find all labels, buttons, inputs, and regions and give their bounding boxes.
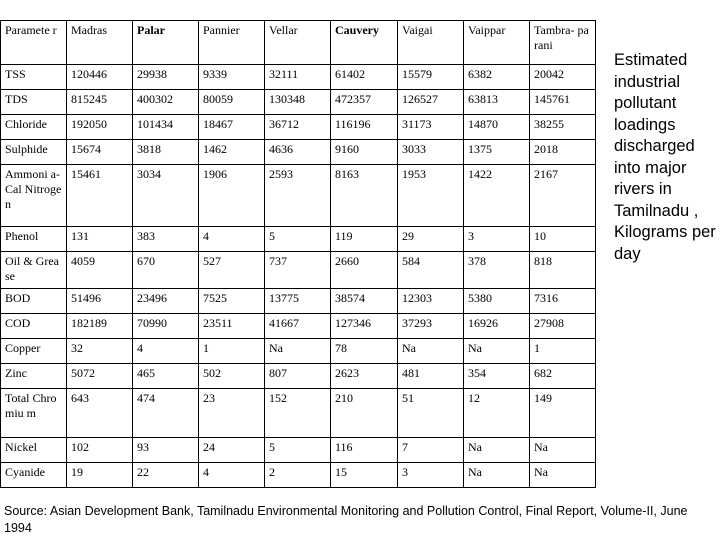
value-cell: 472357 [331, 90, 398, 115]
source-note: Source: Asian Development Bank, Tamilnadu Environmental Monitoring and Pollution Control, Final Report, Volume-II, June 1994 [4, 504, 688, 535]
value-cell: 527 [199, 252, 265, 289]
value-cell: 818 [530, 252, 596, 289]
table-row [1, 314, 596, 339]
value-cell: 2593 [265, 165, 331, 227]
side-caption: Estimated industrial pollutant loadings discharged into major rivers in Tamilnadu , Kilograms per day [614, 51, 716, 263]
value-cell: 2018 [530, 140, 596, 165]
value-cell: 38574 [331, 289, 398, 314]
value-cell: 815245 [67, 90, 133, 115]
parameter-cell: Zinc [1, 364, 67, 389]
value-cell: 4 [199, 227, 265, 252]
value-cell: Na [530, 438, 596, 463]
table-row [1, 115, 596, 140]
value-cell: 131 [67, 227, 133, 252]
value-cell: 1462 [199, 140, 265, 165]
value-cell: 51 [398, 389, 464, 438]
value-cell: 9339 [199, 65, 265, 90]
column-header: Palar [133, 21, 199, 65]
value-cell: 1 [199, 339, 265, 364]
value-cell: 192050 [67, 115, 133, 140]
value-cell: 10 [530, 227, 596, 252]
value-cell: 126527 [398, 90, 464, 115]
value-cell: Na [398, 339, 464, 364]
value-cell: 7525 [199, 289, 265, 314]
value-cell: 15579 [398, 65, 464, 90]
value-cell: 19 [67, 463, 133, 488]
value-cell: 643 [67, 389, 133, 438]
parameter-cell: TSS [1, 65, 67, 90]
table-row [1, 364, 596, 389]
value-cell: 130348 [265, 90, 331, 115]
value-cell: 378 [464, 252, 530, 289]
parameter-cell: Total Chromiu m [1, 389, 67, 438]
table-row [1, 65, 596, 90]
table-row [1, 339, 596, 364]
value-cell: 13775 [265, 289, 331, 314]
value-cell: 15 [331, 463, 398, 488]
parameter-cell: Nickel [1, 438, 67, 463]
value-cell: 149 [530, 389, 596, 438]
value-cell: 101434 [133, 115, 199, 140]
value-cell: 93 [133, 438, 199, 463]
value-cell: 16926 [464, 314, 530, 339]
value-cell: 1953 [398, 165, 464, 227]
value-cell: 15674 [67, 140, 133, 165]
value-cell: 474 [133, 389, 199, 438]
value-cell: 182189 [67, 314, 133, 339]
value-cell: 70990 [133, 314, 199, 339]
value-cell: 9160 [331, 140, 398, 165]
value-cell: 37293 [398, 314, 464, 339]
value-cell: 12303 [398, 289, 464, 314]
value-cell: 78 [331, 339, 398, 364]
parameter-cell: TDS [1, 90, 67, 115]
value-cell: 3034 [133, 165, 199, 227]
parameter-cell: Sulphide [1, 140, 67, 165]
column-header: Cauvery [331, 21, 398, 65]
value-cell: 15461 [67, 165, 133, 227]
value-cell: 23 [199, 389, 265, 438]
value-cell: 63813 [464, 90, 530, 115]
value-cell: 145761 [530, 90, 596, 115]
column-header: Tambra- parani [530, 21, 596, 65]
column-header: Vellar [265, 21, 331, 65]
value-cell: 4636 [265, 140, 331, 165]
value-cell: 5380 [464, 289, 530, 314]
table-row [1, 90, 596, 115]
value-cell: Na [464, 438, 530, 463]
value-cell: 24 [199, 438, 265, 463]
value-cell: 737 [265, 252, 331, 289]
value-cell: 8163 [331, 165, 398, 227]
parameter-cell: Ammoni a- Cal Nitrogen [1, 165, 67, 227]
value-cell: 29938 [133, 65, 199, 90]
value-cell: 20042 [530, 65, 596, 90]
value-cell: 383 [133, 227, 199, 252]
value-cell: 465 [133, 364, 199, 389]
parameter-cell: Cyanide [1, 463, 67, 488]
value-cell: 3033 [398, 140, 464, 165]
table-row [1, 165, 596, 227]
column-header: Madras [67, 21, 133, 65]
table-row [1, 389, 596, 438]
column-header: Vaippar [464, 21, 530, 65]
value-cell: 807 [265, 364, 331, 389]
parameter-cell: Oil & Grease [1, 252, 67, 289]
table-row [1, 289, 596, 314]
value-cell: 23496 [133, 289, 199, 314]
value-cell: 32111 [265, 65, 331, 90]
column-header: Pannier [199, 21, 265, 65]
value-cell: 116 [331, 438, 398, 463]
value-cell: 4059 [67, 252, 133, 289]
table-row [1, 438, 596, 463]
value-cell: Na [265, 339, 331, 364]
value-cell: 31173 [398, 115, 464, 140]
column-header: Paramete r [1, 21, 67, 65]
value-cell: 2167 [530, 165, 596, 227]
value-cell: 36712 [265, 115, 331, 140]
value-cell: 12 [464, 389, 530, 438]
value-cell: Na [464, 339, 530, 364]
value-cell: 27908 [530, 314, 596, 339]
parameter-cell: BOD [1, 289, 67, 314]
parameter-cell: Chloride [1, 115, 67, 140]
value-cell: 1375 [464, 140, 530, 165]
table-row [1, 463, 596, 488]
value-cell: 14870 [464, 115, 530, 140]
value-cell: 51496 [67, 289, 133, 314]
value-cell: 127346 [331, 314, 398, 339]
value-cell: 1422 [464, 165, 530, 227]
table-header-row [1, 21, 596, 65]
pollutant-loadings-table [0, 20, 596, 488]
value-cell: 3 [398, 463, 464, 488]
value-cell: 354 [464, 364, 530, 389]
value-cell: 23511 [199, 314, 265, 339]
value-cell: 502 [199, 364, 265, 389]
column-header: Vaigai [398, 21, 464, 65]
value-cell: 3 [464, 227, 530, 252]
value-cell: 6382 [464, 65, 530, 90]
value-cell: 18467 [199, 115, 265, 140]
value-cell: 22 [133, 463, 199, 488]
table-row [1, 140, 596, 165]
value-cell: 116196 [331, 115, 398, 140]
table-body [1, 21, 596, 488]
value-cell: Na [530, 463, 596, 488]
value-cell: 2660 [331, 252, 398, 289]
value-cell: Na [464, 463, 530, 488]
value-cell: 584 [398, 252, 464, 289]
value-cell: 1 [530, 339, 596, 364]
value-cell: 481 [398, 364, 464, 389]
value-cell: 80059 [199, 90, 265, 115]
value-cell: 1906 [199, 165, 265, 227]
parameter-cell: Copper [1, 339, 67, 364]
value-cell: 210 [331, 389, 398, 438]
value-cell: 4 [199, 463, 265, 488]
value-cell: 400302 [133, 90, 199, 115]
value-cell: 5072 [67, 364, 133, 389]
value-cell: 670 [133, 252, 199, 289]
value-cell: 682 [530, 364, 596, 389]
value-cell: 4 [133, 339, 199, 364]
value-cell: 5 [265, 227, 331, 252]
value-cell: 32 [67, 339, 133, 364]
value-cell: 152 [265, 389, 331, 438]
value-cell: 2 [265, 463, 331, 488]
value-cell: 119 [331, 227, 398, 252]
value-cell: 102 [67, 438, 133, 463]
value-cell: 120446 [67, 65, 133, 90]
value-cell: 2623 [331, 364, 398, 389]
table-row [1, 252, 596, 289]
value-cell: 29 [398, 227, 464, 252]
value-cell: 7316 [530, 289, 596, 314]
parameter-cell: Phenol [1, 227, 67, 252]
parameter-cell: COD [1, 314, 67, 339]
value-cell: 38255 [530, 115, 596, 140]
value-cell: 61402 [331, 65, 398, 90]
value-cell: 5 [265, 438, 331, 463]
value-cell: 7 [398, 438, 464, 463]
table-row [1, 227, 596, 252]
value-cell: 41667 [265, 314, 331, 339]
value-cell: 3818 [133, 140, 199, 165]
